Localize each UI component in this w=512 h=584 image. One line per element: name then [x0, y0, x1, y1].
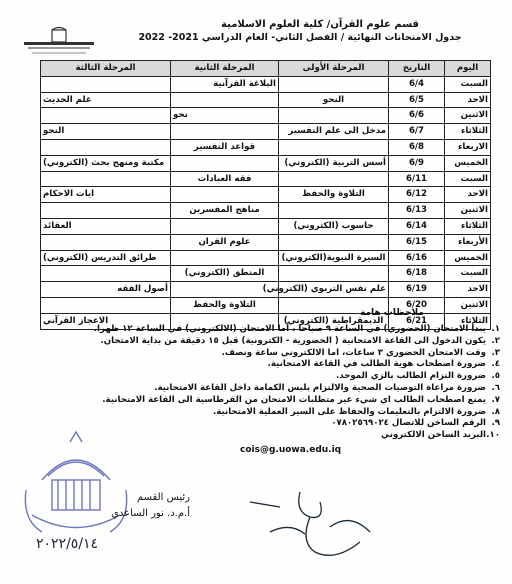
table-row [41, 76, 491, 92]
handwritten-signature [240, 472, 390, 572]
note-item [60, 324, 500, 336]
cell-stage-2: قواعد التفسير [171, 139, 279, 155]
cell-stage-1: الديمقراطية (الكتروني) [279, 313, 389, 329]
university-logo [22, 28, 96, 58]
note-item [60, 336, 500, 348]
cell-stage-1 [279, 266, 389, 282]
table-row [41, 218, 491, 234]
cell-stage-2 [171, 218, 279, 234]
note-number: ٩. [491, 418, 500, 429]
cell-day: السبت [445, 171, 491, 187]
header-date: التاريخ [389, 61, 445, 77]
note-text: يكون الدخول الى القاعة الامتحانية ( الحضورية - الكترونية) قبل ١٥ دقيقة من بداية الامتحان. [100, 335, 486, 346]
cell-stage-1: مدخل الى علم التفسير [279, 124, 389, 140]
cell-stage-3: أصول الفقه [41, 282, 171, 298]
note-text: ضرورة مراعاة التوصيات الصحية والالتزام بلبس الكمامة داخل القاعة الامتحانية. [154, 382, 486, 393]
cell-stage-3 [41, 171, 171, 187]
cell-day: السبت [445, 266, 491, 282]
cell-day: الاحد [445, 187, 491, 203]
cell-day: الاحد [445, 92, 491, 108]
cell-stage-3 [41, 76, 171, 92]
note-number: ٣. [491, 347, 500, 358]
cell-stage-2: المنطق (الكتروني) [171, 266, 279, 282]
cell-day: الثلاثاء [445, 313, 491, 329]
schedule-title: جدول الامتحانات النهائية / الفصل الثاني- العام الدراسي 2021- 2022 [138, 32, 462, 43]
cell-stage-3 [41, 203, 171, 219]
table-header-row [41, 61, 491, 77]
department-title: قسم علوم القرآن/ كلية العلوم الاسلامية [221, 19, 419, 30]
cell-stage-2: مناهج المفسرين [171, 203, 279, 219]
note-number: ١٠. [486, 430, 500, 441]
cell-stage-1 [279, 234, 389, 250]
cell-stage-1 [279, 203, 389, 219]
cell-stage-2 [171, 155, 279, 171]
note-text: ضرورة التزام الطالب بالزي الموحد. [336, 371, 486, 382]
note-text: ضرورة اصطحاب هوية الطالب في القاعة الامتحانية. [267, 359, 486, 370]
cell-date: 6/15 [389, 234, 445, 250]
note-item [60, 383, 500, 395]
table-row [41, 266, 491, 282]
signature-name: أ.م.د. نور الساعدي [111, 508, 190, 519]
cell-stage-1 [279, 139, 389, 155]
cell-stage-2: البلاغة القرآنية [171, 76, 279, 92]
cell-stage-3: مكتبة ومنهج بحث (الكتروني) [41, 155, 171, 171]
cell-day: الخميس [445, 250, 491, 266]
note-number: ٧. [491, 394, 500, 405]
note-item [60, 407, 500, 419]
cell-stage-1 [279, 108, 389, 124]
handwritten-date: ٢٠٢٢/٥/١٤ [36, 536, 99, 552]
cell-day: الثلاثاء [445, 124, 491, 140]
cell-stage-3: علم الحديث [41, 92, 171, 108]
cell-stage-3 [41, 266, 171, 282]
cell-date: 6/19 [389, 282, 445, 298]
note-number: ٦. [491, 382, 500, 393]
cell-day: الأربعاء [445, 234, 491, 250]
cell-stage-1: أسس التربية (الكتروني) [279, 155, 389, 171]
cell-stage-2 [171, 187, 279, 203]
table-row [41, 234, 491, 250]
header-stage-3: المرحلة الثالثة [41, 61, 171, 77]
cell-stage-3: الاعجاز القرآني [41, 313, 171, 329]
note-number: ٨. [491, 406, 500, 417]
header-stage-1: المرحلة الأولى [279, 61, 389, 77]
cell-day: الاحد [445, 282, 491, 298]
note-number: ٢. [491, 335, 500, 346]
table-row [41, 108, 491, 124]
cell-date: 6/21 [389, 313, 445, 329]
cell-day: الاثنين [445, 203, 491, 219]
signature-block [60, 490, 190, 522]
note-item [60, 371, 500, 383]
contact-email[interactable]: cois@g.uowa.edu.iq [240, 445, 342, 455]
signature-role: رئيس القسم [136, 492, 190, 503]
official-stamp [12, 420, 140, 552]
note-number: ٥. [491, 371, 500, 382]
cell-stage-1 [279, 171, 389, 187]
cell-date: 6/18 [389, 266, 445, 282]
cell-stage-2 [171, 92, 279, 108]
cell-day: السبت [445, 76, 491, 92]
cell-stage-2 [171, 250, 279, 266]
header-stage-2: المرحلة الثانية [171, 61, 279, 77]
cell-stage-1: حاسوب (الكتروني) [279, 218, 389, 234]
note-item [60, 348, 500, 360]
cell-stage-3: العقائد [41, 218, 171, 234]
cell-stage-3 [41, 139, 171, 155]
cell-day: الثلاثاء [445, 218, 491, 234]
note-item [60, 395, 500, 407]
note-text: يمنع اصطحاب الطالب اي شيء غير متطلبات الامتحان من القرطاسية الى القاعة الامتحانية. [102, 394, 486, 405]
note-text: الرقم الساخن للاتصال ٠٧٨٠٢٥٦٩٠٢٤ [331, 418, 486, 429]
cell-stage-3: النحو [41, 124, 171, 140]
cell-day: الاربعاء [445, 139, 491, 155]
table-row [41, 155, 491, 171]
table-row [41, 92, 491, 108]
cell-stage-1: النحو [279, 92, 389, 108]
table-row [41, 282, 491, 298]
cell-date: 6/12 [389, 187, 445, 203]
table-row [41, 171, 491, 187]
cell-date: 6/4 [389, 76, 445, 92]
cell-stage-3: ايات الاحكام [41, 187, 171, 203]
cell-stage-3 [41, 297, 171, 313]
cell-date: 6/11 [389, 171, 445, 187]
cell-date: 6/6 [389, 108, 445, 124]
cell-date: 6/8 [389, 139, 445, 155]
note-number: ٤. [491, 359, 500, 370]
cell-date: 6/9 [389, 155, 445, 171]
cell-date: 6/16 [389, 250, 445, 266]
note-text: البريد الساخن الالكتروني [381, 430, 486, 441]
note-number: ١. [491, 324, 500, 334]
document-header [110, 18, 490, 44]
exam-schedule-table [40, 60, 491, 330]
cell-stage-3 [41, 108, 171, 124]
notes-title: ملاحظات هامة [360, 308, 424, 318]
note-text: وقت الامتحان الحضوري ٣ ساعات، اما الالكتروني ساعة ونصف. [221, 347, 486, 358]
table-row [41, 203, 491, 219]
table-row [41, 139, 491, 155]
cell-date: 6/14 [389, 218, 445, 234]
cell-stage-1: علم نفس التربوي (الكتروني) [279, 282, 389, 298]
cell-day: الاثنين [445, 297, 491, 313]
cell-day: الخميس [445, 155, 491, 171]
note-item [60, 359, 500, 371]
table-row [41, 250, 491, 266]
note-text: يبدأ الامتحان (الحضوري) في الساعة ٩ صباحا ، أما الامتحان (الالكتروني) في الساعة ١٢ ظهرا. [93, 324, 486, 334]
cell-stage-2: التلاوة والحفظ [171, 297, 279, 313]
cell-stage-1 [279, 76, 389, 92]
table-row [41, 187, 491, 203]
cell-stage-1: التلاوة والحفظ [279, 187, 389, 203]
table-row [41, 124, 491, 140]
header-day: اليوم [445, 61, 491, 77]
cell-date: 6/20 [389, 297, 445, 313]
cell-stage-2 [171, 124, 279, 140]
cell-stage-1: السيرة النبوية(الكتروني) [279, 250, 389, 266]
cell-stage-2: علوم القران [171, 234, 279, 250]
cell-day: الاثنين [445, 108, 491, 124]
cell-stage-2: فقه العبادات [171, 171, 279, 187]
cell-date: 6/5 [389, 92, 445, 108]
cell-stage-3 [41, 234, 171, 250]
cell-date: 6/7 [389, 124, 445, 140]
cell-stage-3: طرائق التدريس (الكتروني) [41, 250, 171, 266]
cell-date: 6/13 [389, 203, 445, 219]
cell-stage-2: نحو [171, 108, 279, 124]
note-text: ضرورة الالتزام بالتعليمات والحفاظ على السير العملية الامتحانية. [212, 406, 486, 417]
